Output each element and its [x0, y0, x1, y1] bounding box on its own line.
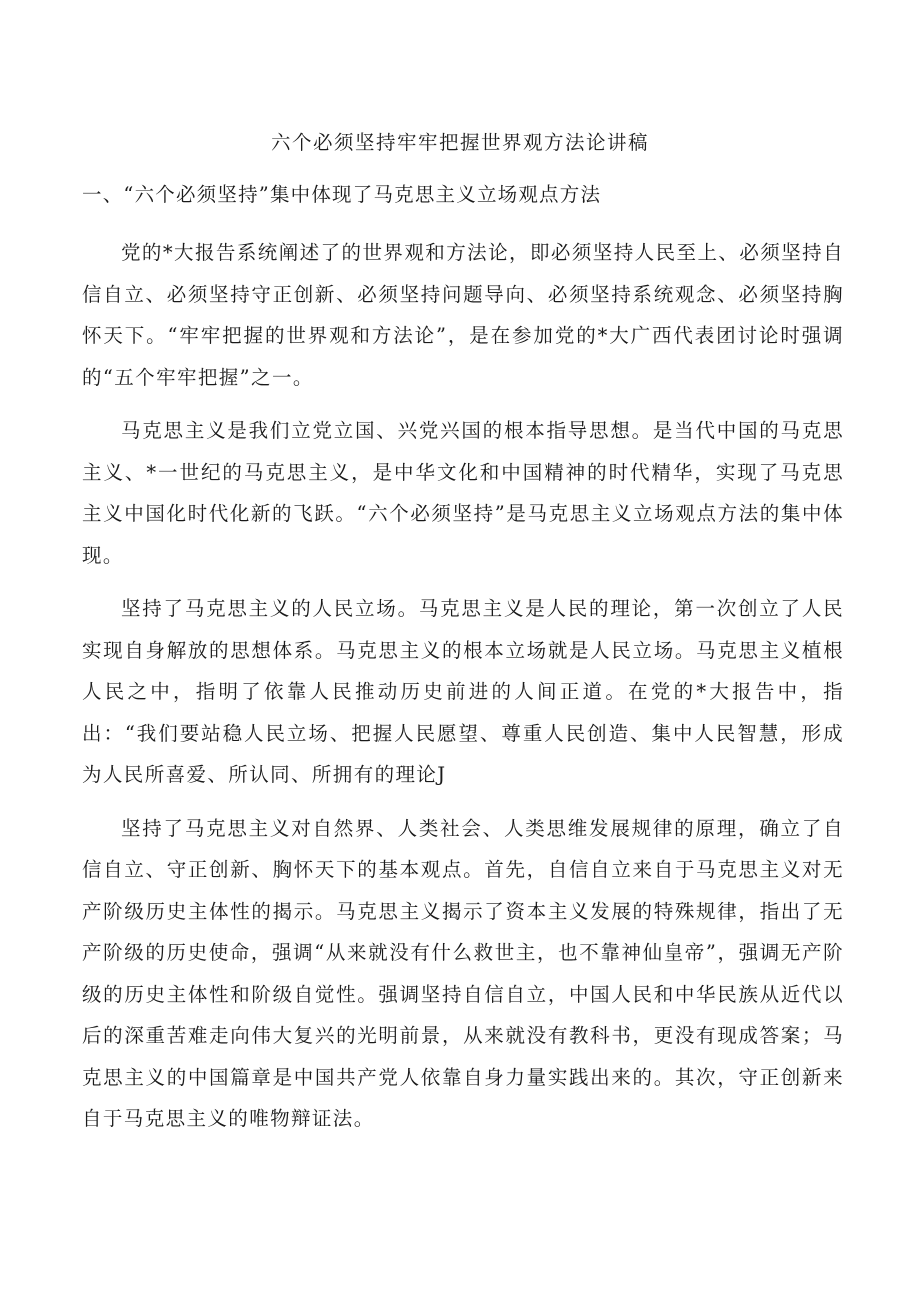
- paragraph-3: 坚持了马克思主义的人民立场。马克思主义是人民的理论，第一次创立了人民实现自身解放的思想体系。马克思主义的根本立场就是人民立场。马克思主义植根人民之中，指明了依靠人民推动历史前进的人间正道。在党的*大报告中，指出：“我们要站稳人民立场、把握人民愿望、尊重人民创造、集中人民智慧，形成为人民所喜爱、所认同、所拥有的理论J: [82, 597, 844, 786]
- section-heading: 一、“六个必须坚持”集中体现了马克思主义立场观点方法: [82, 183, 602, 206]
- document-body: [82, 232, 844, 1152]
- paragraph-4: 坚持了马克思主义对自然界、人类社会、人类思维发展规律的原理，确立了自信自立、守正创新、胸怀天下的基本观点。首先，自信自立来自于马克思主义对无产阶级历史主体性的揭示。马克思主义揭示了资本主义发展的特殊规律，指出了无产阶级的历史使命，强调“从来就没有什么救世主，也不靠神仙皇帝”，强调无产阶级的历史主体性和阶级自觉性。强调坚持自信自立，中国人民和中华民族从近代以后的深重苦难走向伟大复兴的光明前景，从来就没有教科书，更没有现成答案；马克思主义的中国篇章是中国共产党人依靠自身力量实践出来的。其次，守正创新来自于马克思主义的唯物辩证法。: [82, 816, 844, 1130]
- paragraph-1: 党的*大报告系统阐述了的世界观和方法论，即必须坚持人民至上、必须坚持自信自立、必须坚持守正创新、必须坚持问题导向、必须坚持系统观念、必须坚持胸怀天下。“牢牢把握的世界观和方法论”，是在参加党的*大广西代表团讨论时强调的“五个牢牢把握”之一。: [82, 241, 844, 389]
- paragraph-2: 马克思主义是我们立党立国、兴党兴国的根本指导思想。是当代中国的马克思主义、*一世纪的马克思主义，是中华文化和中国精神的时代精华，实现了马克思主义中国化时代化新的飞跃。“六个必须坚持”是马克思主义立场观点方法的集中体现。: [82, 419, 844, 567]
- document-title: 六个必须坚持牢牢把握世界观方法论讲稿: [270, 131, 649, 154]
